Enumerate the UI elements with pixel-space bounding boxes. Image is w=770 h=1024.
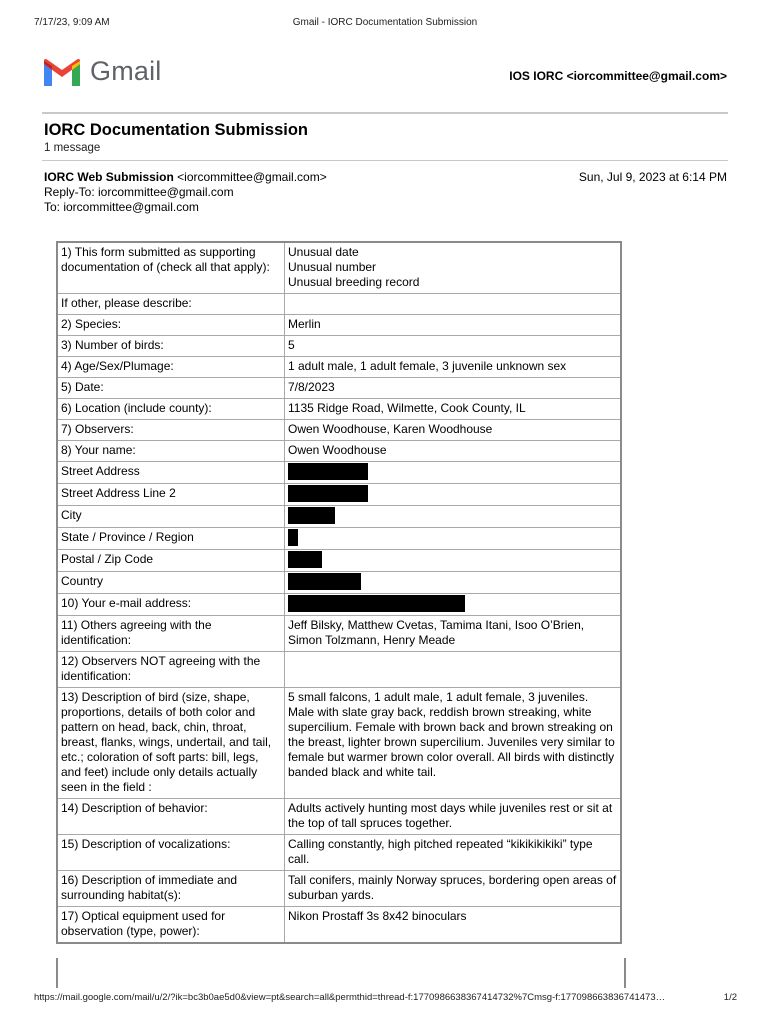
print-header <box>0 17 770 31</box>
form-row <box>57 616 621 652</box>
form-row <box>57 462 621 484</box>
form-row <box>57 799 621 835</box>
sender-line <box>44 170 327 185</box>
redaction-block <box>288 507 335 524</box>
sender-name: IORC Web Submission <box>44 170 174 184</box>
form-answer-line: Unusual number <box>288 260 377 274</box>
redaction-block <box>288 595 465 612</box>
form-question: 15) Description of vocalizations: <box>57 835 285 871</box>
form-answer: 5 <box>285 336 622 357</box>
form-question: State / Province / Region <box>57 528 285 550</box>
form-row <box>57 594 621 616</box>
form-question: 3) Number of birds: <box>57 336 285 357</box>
form-question: 2) Species: <box>57 315 285 336</box>
divider <box>42 160 728 161</box>
form-row <box>57 484 621 506</box>
form-answer <box>285 572 622 594</box>
form-answer: 1135 Ridge Road, Wilmette, Cook County, IL <box>285 399 622 420</box>
form-answer: Merlin <box>285 315 622 336</box>
form-question: 1) This form submitted as supporting documentation of (check all that apply): <box>57 242 285 294</box>
form-question: If other, please describe: <box>57 294 285 315</box>
reply-to-line: Reply-To: iorcommittee@gmail.com <box>44 185 234 199</box>
form-answer <box>285 506 622 528</box>
form-question: Country <box>57 572 285 594</box>
redaction-block <box>288 551 322 568</box>
form-row <box>57 528 621 550</box>
form-row <box>57 871 621 907</box>
form-row <box>57 441 621 462</box>
form-answer <box>285 484 622 506</box>
form-row <box>57 835 621 871</box>
divider <box>42 112 728 114</box>
form-question: 16) Description of immediate and surrounding habitat(s): <box>57 871 285 907</box>
form-question: 14) Description of behavior: <box>57 799 285 835</box>
form-question: 7) Observers: <box>57 420 285 441</box>
form-answer: Adults actively hunting most days while juveniles rest or sit at the top of tall spruces together. <box>285 799 622 835</box>
print-title: Gmail - IORC Documentation Submission <box>292 17 478 28</box>
form-answer: Tall conifers, mainly Norway spruces, bordering open areas of suburban yards. <box>285 871 622 907</box>
redaction-block <box>288 529 298 546</box>
redaction-block <box>288 463 368 480</box>
form-question: 10) Your e-mail address: <box>57 594 285 616</box>
form-answer <box>285 652 622 688</box>
form-answer <box>285 594 622 616</box>
form-row <box>57 652 621 688</box>
form-answer: Calling constantly, high pitched repeated “kikikikikiki” type call. <box>285 835 622 871</box>
form-answer <box>285 528 622 550</box>
form-row <box>57 399 621 420</box>
redaction-block <box>288 485 368 502</box>
form-answer: Nikon Prostaff 3s 8x42 binoculars <box>285 907 622 944</box>
form-question: 8) Your name: <box>57 441 285 462</box>
form-answer-line: Unusual date <box>288 245 359 259</box>
form-question: Postal / Zip Code <box>57 550 285 572</box>
form-answer: 7/8/2023 <box>285 378 622 399</box>
form-row <box>57 242 621 294</box>
submission-form-table <box>56 241 622 944</box>
form-question: 4) Age/Sex/Plumage: <box>57 357 285 378</box>
form-question: 11) Others agreeing with the identification: <box>57 616 285 652</box>
form-continuation <box>56 958 626 988</box>
form-answer <box>285 294 622 315</box>
form-row <box>57 315 621 336</box>
form-row <box>57 378 621 399</box>
gmail-wordmark: Gmail <box>90 56 162 86</box>
message-count: 1 message <box>44 142 101 154</box>
footer-url: https://mail.google.com/mail/u/2/?ik=bc3b0ae5d0&view=pt&search=all&permthid=thread-f:1770986638367414732%7Cmsg-f:177098663836741473… <box>34 992 666 1003</box>
to-line: To: iorcommittee@gmail.com <box>44 200 199 214</box>
form-question: City <box>57 506 285 528</box>
form-row <box>57 572 621 594</box>
email-subject: IORC Documentation Submission <box>44 121 309 139</box>
form-answer: Jeff Bilsky, Matthew Cvetas, Tamima Itani, Isoo O’Brien, Simon Tolzmann, Henry Meade <box>285 616 622 652</box>
form-answer: Owen Woodhouse, Karen Woodhouse <box>285 420 622 441</box>
form-question: Street Address <box>57 462 285 484</box>
account-label: IOS IORC <iorcommittee@gmail.com> <box>509 69 727 83</box>
form-answer-line: Unusual breeding record <box>288 275 420 289</box>
form-row <box>57 506 621 528</box>
form-question: 12) Observers NOT agreeing with the identification: <box>57 652 285 688</box>
form-row <box>57 688 621 799</box>
form-answer: 1 adult male, 1 adult female, 3 juvenile unknown sex <box>285 357 622 378</box>
form-row <box>57 294 621 315</box>
form-question: 13) Description of bird (size, shape, proportions, details of both color and pattern on head, back, chin, throat, breast, flanks, wings, undertail, and tail, etc.; coloration of soft parts: bill, legs, and feet) include only details actually seen in the field : <box>57 688 285 799</box>
form-answer <box>285 242 622 294</box>
redaction-block <box>288 573 361 590</box>
form-question: 6) Location (include county): <box>57 399 285 420</box>
form-answer <box>285 462 622 484</box>
sender-address: <iorcommittee@gmail.com> <box>177 170 327 184</box>
footer-page-number: 1/2 <box>723 992 737 1003</box>
sent-date: Sun, Jul 9, 2023 at 6:14 PM <box>578 170 727 184</box>
form-question: 17) Optical equipment used for observation (type, power): <box>57 907 285 944</box>
form-row <box>57 550 621 572</box>
form-question: 5) Date: <box>57 378 285 399</box>
form-row <box>57 907 621 944</box>
form-row <box>57 336 621 357</box>
gmail-m-icon <box>42 58 82 88</box>
form-answer: Owen Woodhouse <box>285 441 622 462</box>
form-answer <box>285 550 622 572</box>
form-question: Street Address Line 2 <box>57 484 285 506</box>
print-datetime: 7/17/23, 9:09 AM <box>34 17 110 28</box>
email-header <box>44 170 327 215</box>
form-row <box>57 420 621 441</box>
form-row <box>57 357 621 378</box>
form-answer: 5 small falcons, 1 adult male, 1 adult female, 3 juveniles. Male with slate gray back, reddish brown streaking, white supercilium. Female with brown back and brown streaking on the breast, lighter brown supercilium. Juveniles very similar to female but warmer brown color overall. All birds with distinctly banded black and white tail. <box>285 688 622 799</box>
